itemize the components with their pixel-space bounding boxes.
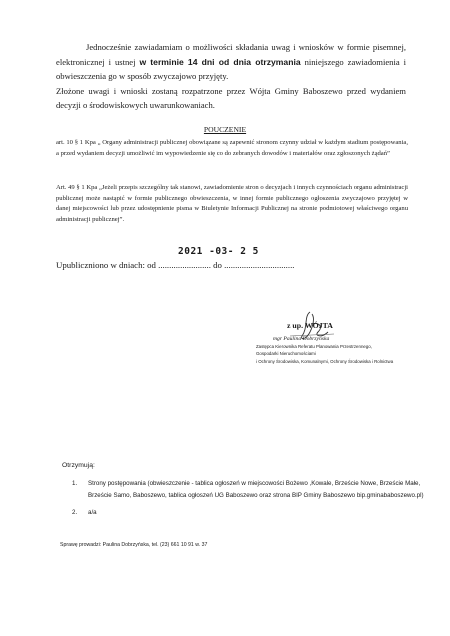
list-item: [72, 478, 424, 502]
signature-line: Gospodarki Nieruchomościami: [256, 351, 316, 357]
signature-zup: z up. WÓJTA: [287, 321, 333, 330]
signature-title-block: [256, 343, 446, 365]
notice-intro-end: niniejszego zawiadomienia i obwieszczenia go w sposób zwyczajowo przyjęty.: [56, 56, 407, 81]
signature-line: Zastępca Kierownika Referatu Planowania Przestrzennego,: [256, 344, 372, 349]
signature-line: i Ochrony Środowiska, Komunalnymi, Ochrony Środowiska i Rolnictwa: [256, 358, 394, 364]
list-item-text: a/a: [88, 509, 97, 516]
notice-second: Złożone uwagi i wnioski zostaną rozpatrzone przez Wójta Gminy Baboszewo przed wydaniem decyzji o środowiskowych uwarunkowaniach.: [56, 85, 406, 110]
list-item: [72, 507, 424, 519]
notice-paragraph: [56, 40, 406, 113]
published-line: Upubliczniono w dniach: od ........................ do ................................: [56, 260, 295, 270]
recipients-list: [72, 478, 424, 524]
notice-deadline: w terminie 14 dni od dnia otrzymania: [139, 56, 301, 67]
notice-intro: Jednocześnie zawiadamiam o możliwości składania uwag i wniosków w formie pisemnej, elektronicznej i ustnej: [56, 42, 406, 67]
pouczenie-title: POUCZENIE: [203, 125, 247, 134]
list-item-number: 1.: [72, 480, 78, 487]
stamp-date: 2021 -03- 2 5: [178, 246, 259, 257]
art49-text: Art. 49 § 1 Kpa „Jeżeli przepis szczególny tak stanowi, zawiadomienie stron o decyzjach i innych czynnościach organu administracji publicznej może nastąpić w formie publicznego obwieszczenia, w innej formie publicznego ogłoszenia zwyczajowo przyjętej w danej miejscowości lub przez udostępnienie pisma w Biuletynie Informacji Publicznej na stronie podmiotowej właściwego organu administracji publicznej”.: [56, 184, 408, 223]
list-item-text: Strony postępowania (obwieszczenie - tablica ogłoszeń w miejscowości Bożewo ,Kowale, Brzeście Nowe, Brzeście Małe, Brzeście Samo, Baboszewo, tablica ogłoszeń UG Baboszewo oraz strona BIP Gminy Baboszewo bip.gminababoszewo.pl): [88, 480, 424, 499]
case-handler-footer: Sprawę prowadzi: Paulina Dobrzyńska, tel. (23) 661 10 91 w. 37: [60, 542, 208, 548]
list-item-number: 2.: [72, 509, 78, 516]
signature-name: mgr Paulina Dobrzyńska: [273, 336, 330, 342]
art10-text: art. 10 § 1 Kpa „ Organy administracji publicznej obowiązane są zapewnić stronom czynny udział w każdym stadium postępowania, a przed wydaniem decyzji umożliwić im wypowiedzenie się co do zebranych dowodów i materiałów oraz zgłoszonych żądań”: [56, 139, 408, 157]
recipients-title: Otrzymują:: [62, 462, 95, 469]
